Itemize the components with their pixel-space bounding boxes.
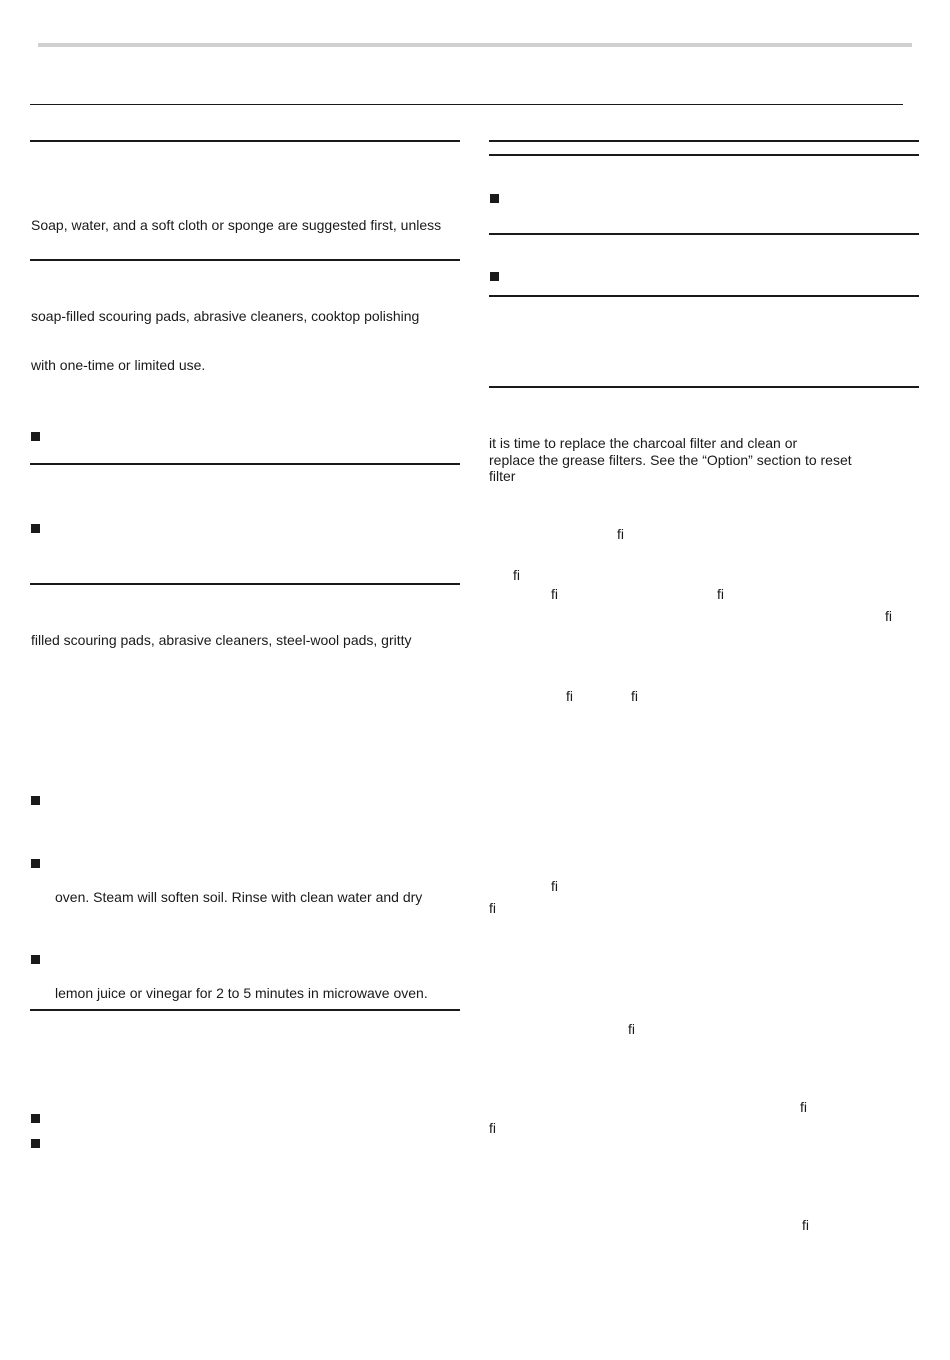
ligature-glyph: fi (617, 526, 624, 542)
ligature-glyph: fi (489, 1120, 496, 1136)
ligature-glyph: fi (489, 900, 496, 916)
ligature-glyph: fi (551, 878, 558, 894)
section-rule (30, 463, 460, 465)
bullet-icon (490, 194, 499, 203)
text-line: filled scouring pads, abrasive cleaners, steel-wool pads, gritty (31, 632, 412, 648)
ligature-glyph: fi (717, 586, 724, 602)
text-line: Soap, water, and a soft cloth or sponge are suggested first, unless (31, 217, 442, 233)
text-line: it is time to replace the charcoal filter and clean or (489, 435, 798, 451)
ligature-glyph: fi (631, 688, 638, 704)
header-bar (38, 43, 912, 47)
section-rule (30, 583, 460, 585)
bullet-icon (31, 955, 40, 964)
text-line: lemon juice or vinegar for 2 to 5 minutes in microwave oven. (55, 985, 428, 1001)
ligature-glyph: fi (566, 688, 573, 704)
text-line: soap-filled scouring pads, abrasive cleaners, cooktop polishing (31, 308, 420, 324)
bullet-icon (31, 796, 40, 805)
text-line: with one-time or limited use. (31, 357, 206, 373)
ligature-glyph: fi (885, 608, 892, 624)
section-rule (30, 1009, 460, 1011)
text-line: replace the grease filters. See the “Option” section to reset (489, 452, 852, 468)
section-rule (30, 140, 460, 142)
bullet-icon (31, 1114, 40, 1123)
bullet-icon (31, 524, 40, 533)
text-line: oven. Steam will soften soil. Rinse with clean water and dry (55, 889, 423, 905)
bullet-icon (490, 272, 499, 281)
ligature-glyph: fi (628, 1021, 635, 1037)
section-rule (489, 140, 919, 142)
section-rule (489, 386, 919, 388)
bullet-icon (31, 432, 40, 441)
section-rule (489, 233, 919, 235)
bullet-icon (31, 1139, 40, 1148)
section-rule (489, 154, 919, 156)
bullet-icon (31, 859, 40, 868)
ligature-glyph: fi (800, 1099, 807, 1115)
header-rule (30, 104, 903, 105)
section-rule (30, 259, 460, 261)
ligature-glyph: fi (513, 567, 520, 583)
ligature-glyph: fi (551, 586, 558, 602)
ligature-glyph: fi (802, 1217, 809, 1233)
text-line: filter (489, 468, 516, 484)
section-rule (489, 295, 919, 297)
